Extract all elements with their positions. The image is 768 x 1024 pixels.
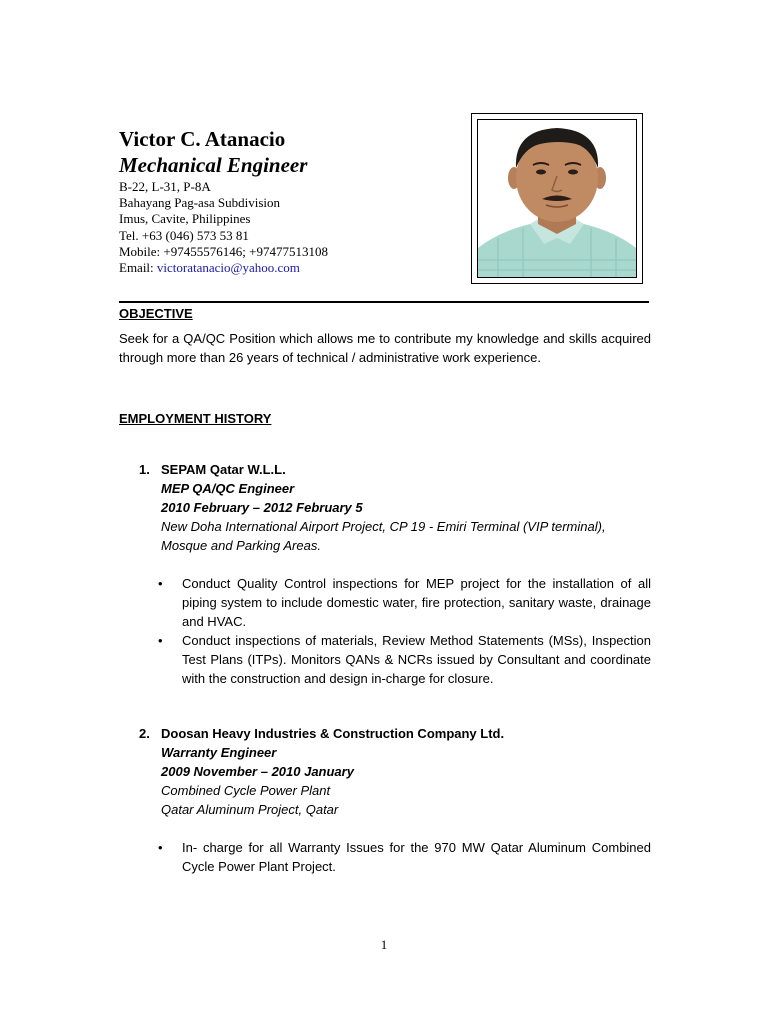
email-line [119, 260, 459, 276]
job-number: 1. [139, 462, 150, 477]
mobile-numbers: Mobile: +97455576146; +97477513108 [119, 243, 328, 259]
job-entry-2 [139, 724, 651, 876]
bullet-icon: • [158, 840, 163, 855]
address-line-3: Imus, Cavite, Philippines [119, 211, 251, 227]
job-number: 2. [139, 726, 150, 741]
job-dates: 2009 November – 2010 January [161, 764, 354, 779]
header-divider [119, 301, 649, 303]
photo-frame [471, 113, 643, 284]
bullet-icon: • [158, 576, 163, 591]
duty-text: Conduct Quality Control inspections for MEP project for the installation of all piping system to include domestic water, fire protection, sanitary waste, drainage and HVAC. [182, 576, 651, 629]
job-entry-1 [139, 460, 651, 688]
objective-text: Seek for a QA/QC Position which allows me to contribute my knowledge and skills acquired through more than 26 years of technical / administrative work experience. [119, 331, 651, 365]
bullet-icon: • [158, 633, 163, 648]
duty-text: In- charge for all Warranty Issues for the 970 MW Qatar Aluminum Combined Cycle Power Plant Project. [182, 840, 651, 874]
duty-item [139, 574, 651, 631]
job-location-line-1: Combined Cycle Power Plant [161, 783, 331, 798]
duty-text: Conduct inspections of materials, Review Method Statements (MSs), Inspection Test Plans (ITPs). Monitors QANs & NCRs issued by Consultant and coordinate with the construction and design in-charge for closure. [182, 633, 651, 686]
portrait-illustration [478, 120, 636, 277]
job-location-line-2: Qatar Aluminum Project, Qatar [161, 802, 339, 817]
employment-heading: EMPLOYMENT HISTORY [119, 411, 272, 426]
candidate-name: Victor C. Atanacio [119, 127, 286, 151]
email-link[interactable]: victoratanacio@yahoo.com [156, 260, 300, 276]
address-line-1: B-22, L-31, P-8A [119, 179, 211, 194]
duty-item [139, 838, 651, 876]
company-name: Doosan Heavy Industries & Construction Company Ltd. [161, 726, 505, 741]
telephone: Tel. +63 (046) 573 53 81 [119, 227, 249, 243]
job-role: Warranty Engineer [161, 745, 277, 760]
candidate-title: Mechanical Engineer [119, 153, 308, 177]
email-label: Email: [119, 260, 157, 276]
job-location: New Doha International Airport Project, CP 19 - Emiri Terminal (VIP terminal), Mosque and Parking Areas. [161, 519, 606, 553]
job-dates: 2010 February – 2012 February 5 [161, 500, 363, 515]
resume-header [119, 127, 459, 276]
profile-photo [477, 119, 637, 278]
job-duties [139, 574, 651, 688]
duty-item [139, 631, 651, 688]
job-role: MEP QA/QC Engineer [161, 481, 295, 496]
objective-heading: OBJECTIVE [119, 306, 193, 321]
job-duties [139, 838, 651, 876]
page-number: 1 [380, 937, 388, 952]
address-line-2: Bahayang Pag-asa Subdivision [119, 195, 281, 211]
company-name: SEPAM Qatar W.L.L. [161, 462, 286, 477]
